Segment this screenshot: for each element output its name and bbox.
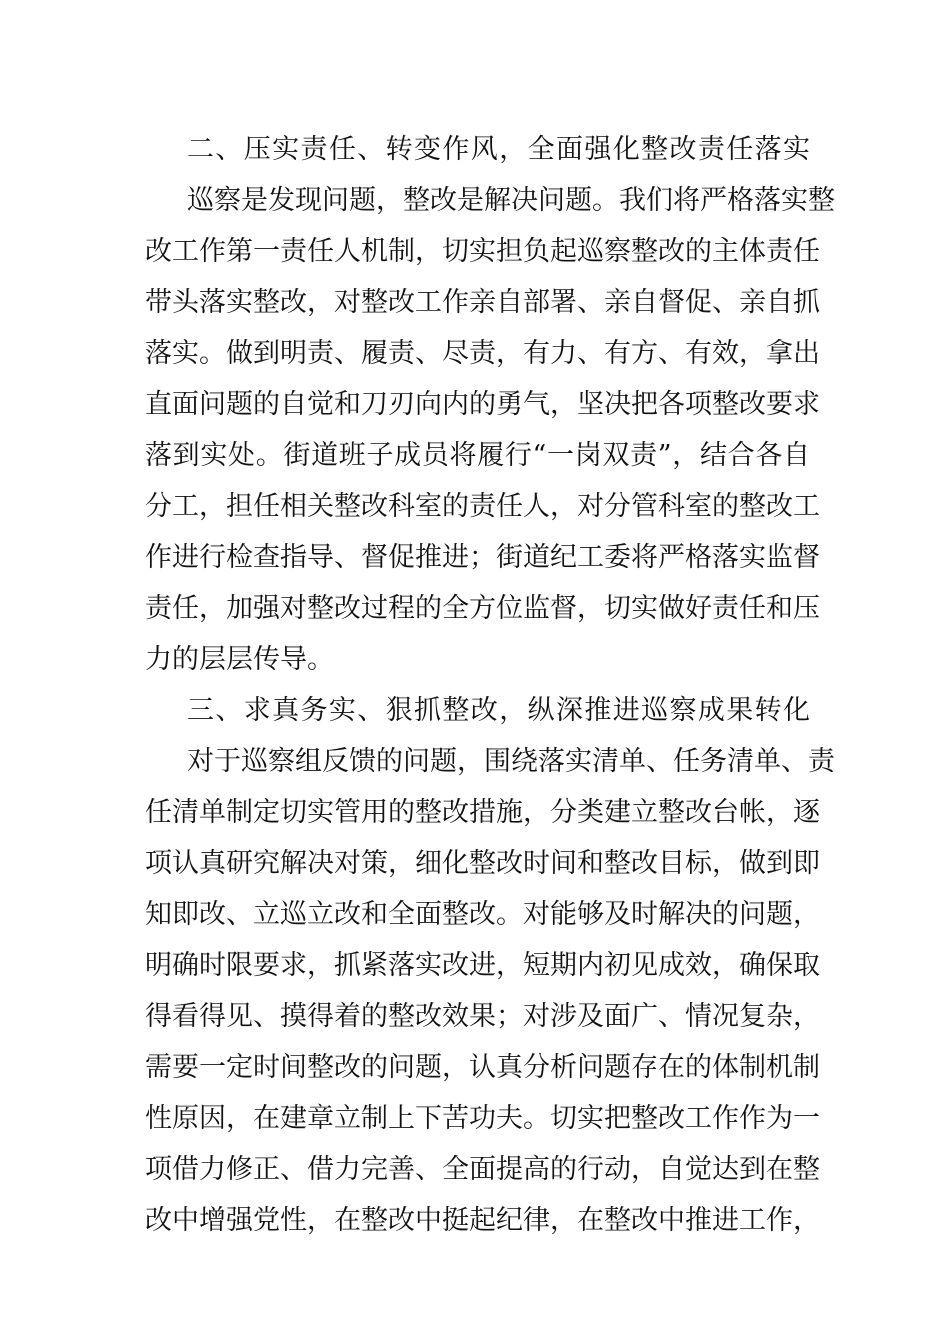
paragraph-line: 带头落实整改，对整改工作亲自部署、亲自督促、亲自抓 bbox=[145, 287, 820, 318]
section-heading-2: 二、压实责任、转变作风，全面强化整改责任落实 bbox=[187, 134, 810, 165]
paragraph-line: 得看得见、摸得着的整改效果；对涉及面广、情况复杂， bbox=[145, 1001, 820, 1032]
paragraph-line: 明确时限要求，抓紧落实改进，短期内初见成效，确保取 bbox=[145, 950, 820, 981]
paragraph-line: 落实。做到明责、履责、尽责，有力、有方、有效，拿出 bbox=[145, 338, 820, 369]
paragraph-line: 需要一定时间整改的问题，认真分析问题存在的体制机制 bbox=[145, 1052, 820, 1083]
paragraph-line: 作进行检查指导、督促推进；街道纪工委将严格落实监督 bbox=[145, 542, 820, 573]
paragraph-line: 力的层层传导。 bbox=[145, 644, 334, 675]
paragraph-line: 项认真研究解决对策，细化整改时间和整改目标，做到即 bbox=[145, 848, 820, 879]
document-body bbox=[145, 124, 835, 1246]
paragraph-line: 知即改、立巡立改和全面整改。对能够及时解决的问题， bbox=[145, 899, 820, 930]
paragraph-line: 责任，加强对整改过程的全方位监督，切实做好责任和压 bbox=[145, 593, 820, 624]
paragraph-line: 对于巡察组反馈的问题，围绕落实清单、任务清单、责 bbox=[187, 746, 835, 777]
paragraph-line: 改工作第一责任人机制，切实担负起巡察整改的主体责任 bbox=[145, 236, 820, 267]
paragraph-line: 分工，担任相关整改科室的责任人，对分管科室的整改工 bbox=[145, 491, 820, 522]
paragraph-line: 性原因，在建章立制上下苦功夫。切实把整改工作作为一 bbox=[145, 1103, 820, 1134]
paragraph-line: 巡察是发现问题，整改是解决问题。我们将严格落实整 bbox=[187, 185, 835, 216]
section-heading-3: 三、求真务实、狠抓整改，纵深推进巡察成果转化 bbox=[187, 695, 810, 726]
paragraph-line: 项借力修正、借力完善、全面提高的行动，自觉达到在整 bbox=[145, 1154, 820, 1185]
paragraph-line: 改中增强党性，在整改中挺起纪律，在整改中推进工作， bbox=[145, 1205, 820, 1236]
paragraph-line: 任清单制定切实管用的整改措施，分类建立整改台帐，逐 bbox=[145, 797, 820, 828]
paragraph-line: 落到实处。街道班子成员将履行“一岗双责”，结合各自 bbox=[145, 440, 810, 471]
paragraph-line: 直面问题的自觉和刀刃向内的勇气，坚决把各项整改要求 bbox=[145, 389, 820, 420]
